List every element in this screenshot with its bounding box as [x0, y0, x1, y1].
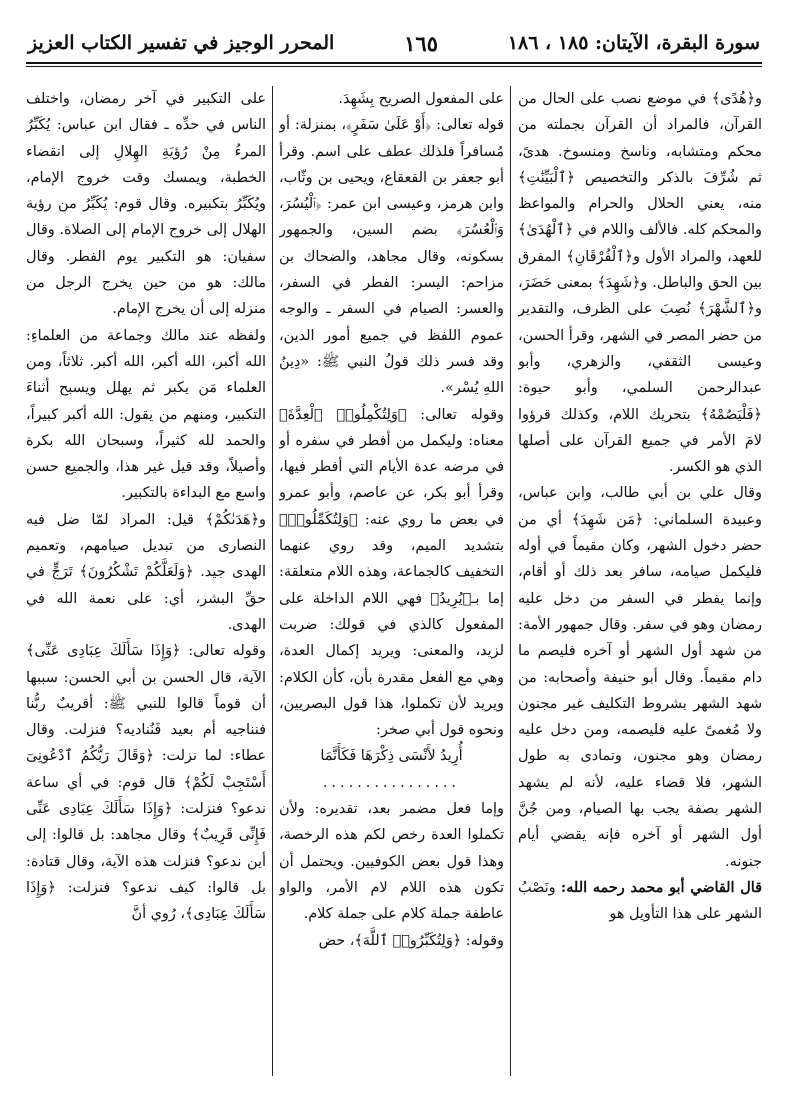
separator-dots: ................ — [322, 774, 461, 791]
paragraph: وإما فعل مضمر بعد، تقديره: ولأن تكملوا العدة رخص لكم هذه الرخصة، وهذا قول بعض الكوفيين. ويحتمل أن تكون هذه اللام لام الأمر، والواو عاطفة جملة كلام على جملة كلام. — [279, 801, 504, 923]
paragraph — [518, 875, 762, 928]
paragraph: على التكبير في آخر رمضان، واختلف الناس في حدِّه ـ فقال ابن عباس: يُكَبِّرُ المرءُ مِنْ رُؤيَةِ الهِلالِ إلى انقضاء الخطبة، ويمسك وقت خروج الإمام، ويُكَبِّرُ بتكبيره. وقال قوم: يُكَبِّرُ من رؤية الهلال إلى خروج الإمام إلى الصلاة. وقال سفيان: هو التكبير يوم الفطر. وقال مالك: هو من حين يخرج الرجل من منزله إلى أن يخرج الإمام. — [26, 91, 266, 318]
paragraph: وقوله تعالى: ﴿وَإِذَا سَأَلَكَ عِبَادِى عَنِّى﴾ الآية، قال الحسن بن أبي الحسن: سببها أن قوماً قالوا للنبي ﷺ: أقريبٌ ربُّنا فنناجيه أم بعيد فَنُناديه؟ فنزلت. وقال عطاء: لما نزلت: ﴿وَقَالَ رَبُّكُمُ ٱدْعُونِىٓ أَسْتَجِبْ لَكُمْ﴾ قال قوم: في أي ساعة ندعو؟ فنزلت: ﴿وَإِذَا سَأَلَكَ عِبَادِى عَنِّى فَإِنِّى قَرِيبٌ﴾ وقال مجاهد: بل قالوا: إلى أين ندعو؟ فنزلت هذه الآية، وقال قتادة: بل قالوا: كيف ندعو؟ فنزلت: ﴿وَإِذَا سَأَلَكَ عِبَادِى﴾، رُوي أنَّ — [26, 643, 266, 923]
paragraph: ولفظه عند مالك وجماعة من العلماءِ: الله أكبر، الله أكبر، الله أكبر. ثلاثاً، ومن العلماء مَن يكبر ثم يهلل ويسبح أثناءَ التكبير، ومنهم من يقول: الله أكبر كبيراً، والحمد لله كثيراً، وسبحان الله بكرة وأصيلاً، وقد قيل غير هذا، والجميع حسن واسع مع البداءة بالتكبير. — [26, 327, 266, 502]
paragraph: على المفعول الصريح بِشَهِدَ. — [338, 91, 504, 107]
surah-label: سورة البقرة، الآيتان: ١٨٥ ، ١٨٦ — [507, 32, 760, 54]
paragraph: قوله تعالى: ﴿أَوْ عَلَىٰ سَفَرٍ﴾، بمنزلة: أو مُسافراً فلذلك عطف على اسم. وقرأ أبو جعفر بن القعقاع، ويحيى بن وثّاب، وابن هرمز، وعيسى ابن عمر: ﴿ٱلْيُسُرَ، وَٱلْعُسُرَ﴾ بضم السين، والجمهور بسكونه، وقال مجاهد، والضحاك بن مزاحم: اليسر: الفطر في السفر، والعسر: الصيام في السفر ـ والوجه عموم اللفظ في جميع أمور الدين، وقد فسر ذلك قولُ النبي ﷺ: «دِينُ اللهِ يُسْر». — [279, 117, 504, 397]
paragraph-text: ونَصْبُ الشهر على هذا التأويل هو — [518, 879, 762, 923]
qadi-heading: قال القاضي أبو محمد رحمه الله: — [560, 878, 762, 896]
column-divider — [510, 86, 511, 1076]
paragraph: وقوله تعالى: ﴿وَلِتُكْمِلُوا۟ ٱلْعِدَّةَ﴾ معناه: وليكمل من أفطر في سفره أو في مرضه عدة الأيام التي أفطر فيها، وقرأ أبو بكر، عن عاصم، وأبو عمرو في بعض ما روي عنه: ﴿وَلِتُكَمِّلُوا۟﴾ بتشديد الميم، وقد روي عنهما التخفيف كالجماعة، وهذه اللام متعلقة: إما بـ﴿يُرِيدُ﴾ فهي اللام الداخلة على المفعول كالذي في قولك: ضربت لزيد، والمعنى: ويريد إكمال العدة، وهي مع الفعل مقدرة بأن، كأن الكلام: ويريد لأن تكملوا، هذا قول البصريين، ونحوه قول أبي صخر: — [279, 406, 504, 739]
page-number: ١٦٥ — [404, 30, 438, 56]
column-middle — [279, 86, 504, 1076]
column-left — [26, 86, 266, 1076]
book-title: المحرر الوجيز في تفسير الكتاب العزيز — [28, 32, 335, 54]
verse-line: أُرِيدُ لأَنْسَى ذِكْرَهَا فَكَأَنَّمَا — [320, 748, 463, 765]
paragraph: و﴿هَدَىٰكُمْ﴾ قيل: المراد لمّا ضل فيه النصارى من تبديل صيامهم، وتعميم الهدى جيد. ﴿وَلَعَلَّكُمْ تَشْكُرُونَ﴾ تَرَجٍّ في حقِّ البشر، أي: على نعمة الله في الهدى. — [26, 511, 266, 633]
header-rule — [26, 62, 762, 64]
paragraph: وقال علي بن أبي طالب، وابن عباس، وعبيدة السلماني: ﴿مَن شَهِدَ﴾ أي من حضر دخول الشهر، وكان مقيماً في أوله فليكمل صيامه، سافر بعد ذلك أو أقام، وإنما يفطر في السفر من دخل عليه رمضان وهو في سفر. وقال جمهور الأمة: من شهد أول الشهر أو آخره فليصم ما دام مقيماً. وقال أبو حنيفة وأصحابه: من شهد الشهر بشروط التكليف غير مجنون ولا مُغمىً عليه فليصمه، ومن دخل عليه رمضان وهو مجنون، وتمادى به طول الشهر، فلا قضاء عليه، لأنه لم يشهد الشهر بصفة يجب بها الصيام، ومن جُنَّ أول الشهر أو آخره فإنه يقضي أيام جنونه. — [518, 485, 762, 870]
header-rule-thin — [26, 66, 762, 67]
column-divider — [272, 86, 273, 1076]
paragraph: وقوله: ﴿وَلِتُكَبِّرُوا۟ ٱللَّهَ﴾، حض — [318, 932, 504, 949]
column-right — [518, 86, 762, 1076]
page-header — [28, 26, 760, 60]
paragraph: و﴿هُدًى﴾ في موضع نصب على الحال من القرآن، فالمراد أن القرآن بجملته من محكم ومتشابه، وناسخ ومنسوخ. هدىً، ثم شُرِّفَ بالذكر والتخصيص ﴿ٱلْبَيِّنَٰتِ﴾ منه، يعني الحلال والحرام والمواعظ والمحكم كله. فالألف واللام في ﴿ٱلْهُدَىٰ﴾ للعهد، والمراد الأول و﴿ٱلْفُرْقَانِ﴾ المفرق بين الحق والباطل. و﴿شَهِدَ﴾ بمعنى حَضَرَ، و﴿ٱلشَّهْرَ﴾ نُصِبَ على الظرف، والتقدير من حضر المصر في الشهر، وقرأ الحسن، وعيسى الثقفي، والزهري، وأبو عبدالرحمن السلمي، وأبو حيوة: ﴿فَلْيَصُمْهُ﴾ بتحريك اللام، وكذلك قرؤوا لامَ الأمر في جميع القرآن على أصلها الذي هو الكسر. — [518, 91, 762, 476]
